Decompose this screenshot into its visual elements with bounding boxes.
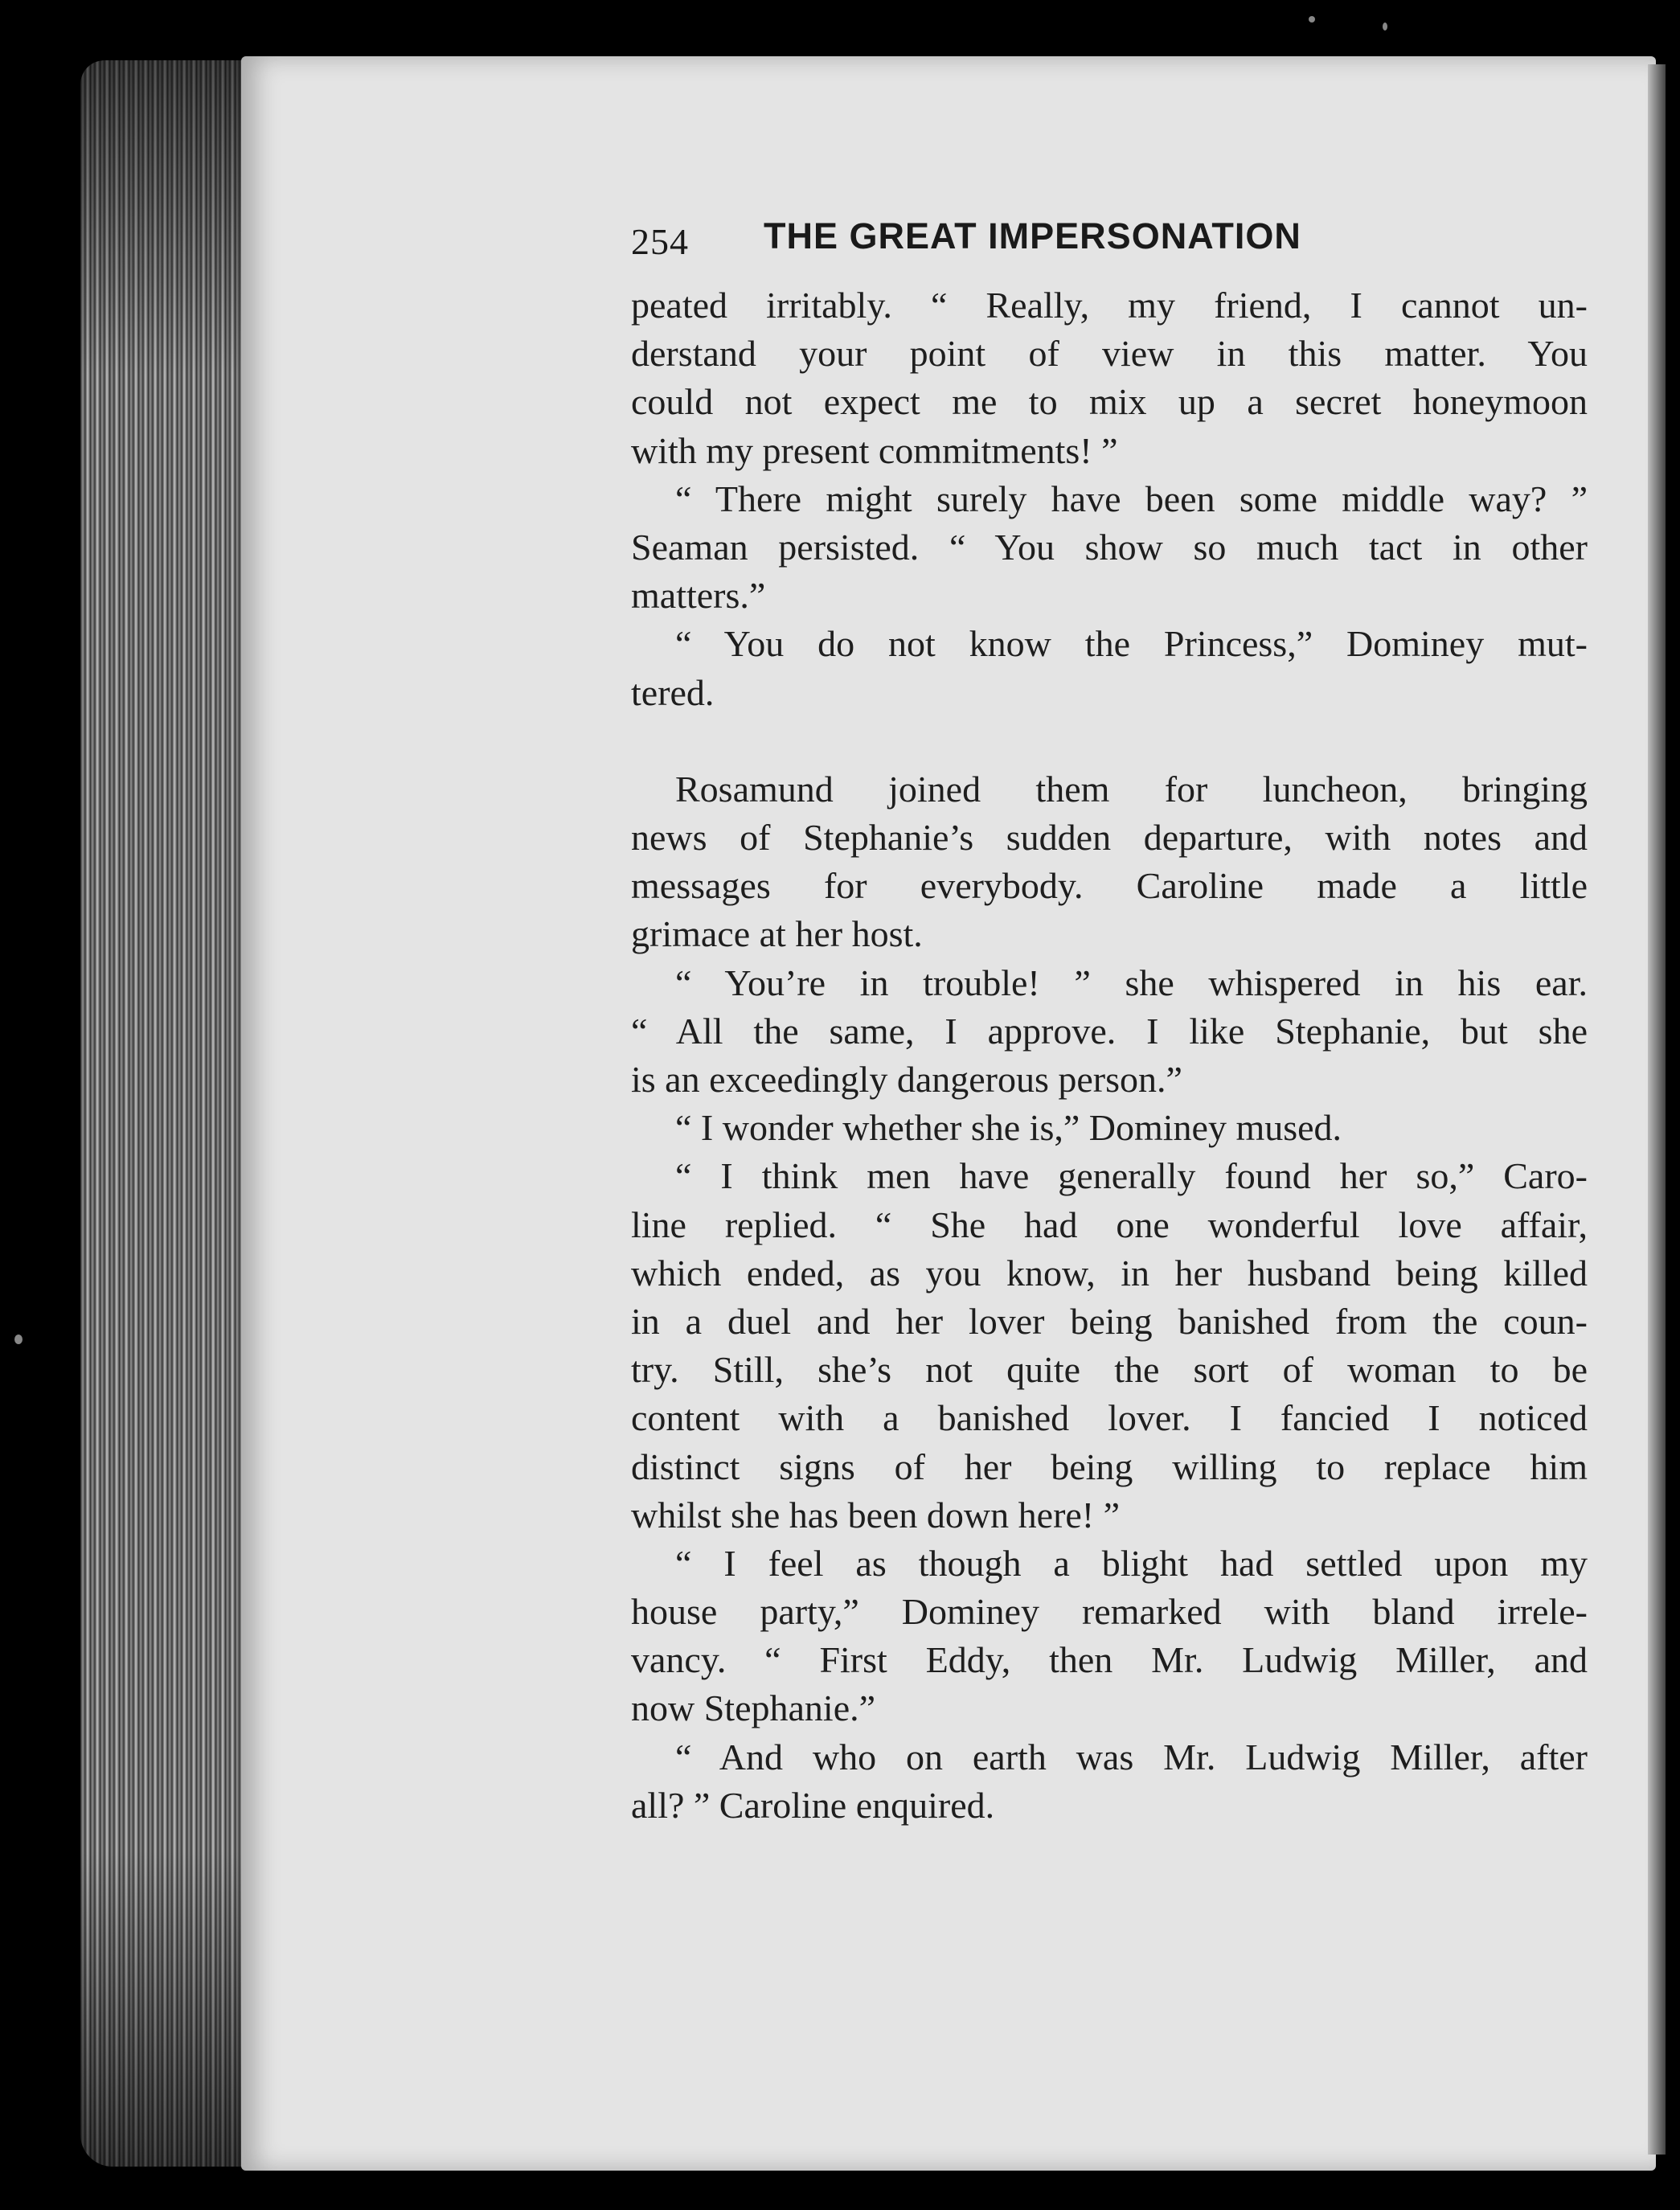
text-line: try. Still, she’s not quite the sort of woman to be bbox=[631, 1349, 1588, 1391]
text-line: peated irritably. “ Really, my friend, I cannot un- bbox=[631, 285, 1588, 326]
body-text bbox=[631, 281, 1588, 1830]
section-break bbox=[631, 717, 1588, 765]
text-line: Rosamund joined them for luncheon, bringing bbox=[675, 768, 1588, 810]
text-line: line replied. “ She had one wonderful love affair, bbox=[631, 1203, 1588, 1245]
text-line: “ You do not know the Princess,” Dominey mut- bbox=[675, 623, 1588, 665]
text-line: news of Stephanie’s sudden departure, with notes and bbox=[631, 817, 1588, 859]
dust-speck bbox=[14, 1335, 23, 1344]
text-line: messages for everybody. Caroline made a little bbox=[631, 865, 1588, 907]
text-line: “ I feel as though a blight had settled upon my bbox=[675, 1542, 1588, 1584]
text-line: “ You’re in trouble! ” she whispered in his ear. bbox=[675, 961, 1588, 1003]
text-line: now Stephanie.” bbox=[631, 1687, 876, 1729]
text-line: “ And who on earth was Mr. Ludwig Miller, after bbox=[675, 1736, 1588, 1777]
text-line: is an exceedingly dangerous person.” bbox=[631, 1059, 1182, 1100]
text-line: “ All the same, I approve. I like Stephanie, but she bbox=[631, 1010, 1588, 1052]
text-line: “ I think men have generally found her so,” Caro- bbox=[675, 1155, 1588, 1197]
page-header bbox=[631, 215, 1443, 264]
text-line: with my present commitments! ” bbox=[631, 429, 1118, 471]
dust-speck bbox=[1309, 16, 1315, 23]
text-line: “ I wonder whether she is,” Dominey mused. bbox=[675, 1107, 1342, 1149]
page-number: 254 bbox=[631, 221, 689, 262]
text-line: which ended, as you know, in her husband being killed bbox=[631, 1252, 1588, 1294]
text-line: content with a banished lover. I fancied I noticed bbox=[631, 1397, 1588, 1439]
text-line: derstand your point of view in this matter. You bbox=[631, 333, 1588, 375]
text-line: grimace at her host. bbox=[631, 913, 923, 955]
dust-speck bbox=[1383, 23, 1387, 31]
text-line: “ There might surely have been some middle way? ” bbox=[675, 478, 1588, 519]
text-line: Seaman persisted. “ You show so much tact in other bbox=[631, 526, 1588, 568]
running-title: THE GREAT IMPERSONATION bbox=[764, 215, 1301, 256]
text-line: whilst she has been down here! ” bbox=[631, 1494, 1121, 1536]
text-line: in a duel and her lover being banished from the coun- bbox=[631, 1300, 1588, 1342]
text-line: vancy. “ First Eddy, then Mr. Ludwig Miller, and bbox=[631, 1639, 1588, 1681]
page-right-edge bbox=[1648, 64, 1666, 2155]
text-line: tered. bbox=[631, 671, 715, 713]
text-line: distinct signs of her being willing to replace him bbox=[631, 1445, 1588, 1487]
text-line: matters.” bbox=[631, 575, 766, 617]
text-line: could not expect me to mix up a secret honeymoon bbox=[631, 381, 1588, 423]
text-line: all? ” Caroline enquired. bbox=[631, 1784, 995, 1826]
text-line: house party,” Dominey remarked with bland irrele- bbox=[631, 1591, 1588, 1633]
